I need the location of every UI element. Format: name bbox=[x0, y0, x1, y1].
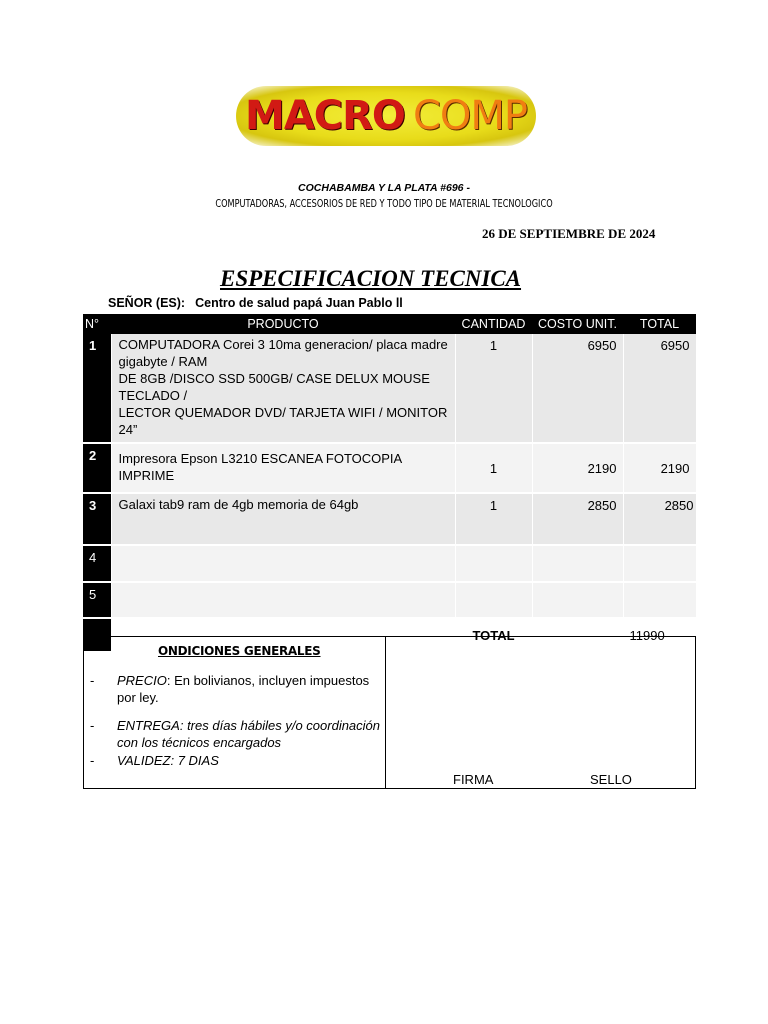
condition-text: VALIDEZ: 7 DIAS bbox=[117, 753, 219, 768]
table-header-row bbox=[83, 314, 696, 334]
bullet-dash: - bbox=[90, 718, 95, 733]
row-total: 2190 bbox=[623, 443, 696, 493]
condition-text: : En bolivianos, incluyen impuestos por ley. bbox=[117, 673, 370, 705]
logo-text-comp: COMP bbox=[412, 93, 527, 139]
document-title: ESPECIFICACION TECNICA bbox=[220, 266, 522, 291]
row-total bbox=[623, 545, 696, 582]
condition-item-precio bbox=[90, 672, 390, 706]
company-logo bbox=[236, 86, 536, 146]
row-product bbox=[111, 443, 455, 493]
row-num: 3 bbox=[83, 493, 111, 545]
product-line: Galaxi tab9 ram de 4gb memoria de 64gb bbox=[118, 497, 359, 512]
product-line: DE 8GB /DISCO SSD 500GB/ CASE DELUX MOUSE TECLADO / bbox=[118, 371, 430, 403]
table-row bbox=[83, 582, 696, 618]
client-line bbox=[108, 296, 403, 310]
condition-item-entrega bbox=[90, 717, 390, 751]
client-label: SEÑOR (ES): bbox=[108, 296, 186, 310]
row-product bbox=[111, 582, 455, 618]
client-name: Centro de salud papá Juan Pablo ll bbox=[195, 296, 403, 310]
table-row bbox=[83, 545, 696, 582]
company-address: COCHABAMBA Y LA PLATA #696 - bbox=[298, 182, 470, 194]
condition-text: ENTREGA: tres días hábiles y/o coordinación con los técnicos encargados bbox=[117, 718, 381, 750]
product-line: LECTOR QUEMADOR DVD/ TARJETA WIFI / MONITOR 24” bbox=[118, 405, 448, 437]
condition-item-validez bbox=[90, 752, 390, 769]
company-tagline: COMPUTADORAS, ACCESORIOS DE RED Y TODO TIPO DE MATERIAL TECNOLOGICO bbox=[215, 198, 553, 210]
row-num: 4 bbox=[83, 545, 111, 582]
row-unit-cost bbox=[532, 582, 623, 618]
product-line: COMPUTADORA Corei 3 10ma generacion/ placa madre gigabyte / RAM bbox=[118, 337, 448, 369]
row-total: 6950 bbox=[623, 334, 696, 443]
row-qty: 1 bbox=[455, 493, 532, 545]
header-product: PRODUCTO bbox=[111, 314, 455, 334]
logo-text-macro: MACRO bbox=[245, 93, 405, 139]
total-label: TOTAL bbox=[455, 618, 532, 652]
row-qty bbox=[455, 545, 532, 582]
row-num: 5 bbox=[83, 582, 111, 618]
conditions-panel bbox=[84, 637, 386, 788]
conditions-heading: ONDICIONES GENERALES bbox=[158, 644, 321, 658]
header-total: TOTAL bbox=[623, 314, 696, 334]
row-unit-cost: 2850 bbox=[532, 493, 623, 545]
header-num: N° bbox=[83, 314, 111, 334]
bullet-dash: - bbox=[90, 753, 95, 768]
row-product bbox=[111, 334, 455, 443]
row-total bbox=[623, 582, 696, 618]
row-unit-cost bbox=[532, 545, 623, 582]
stamp-label: SELLO bbox=[590, 772, 632, 787]
signature-label: FIRMA bbox=[453, 772, 494, 787]
total-value: 11990 bbox=[623, 618, 696, 652]
row-qty: 1 bbox=[455, 443, 532, 493]
table-row bbox=[83, 334, 696, 443]
row-unit-cost: 6950 bbox=[532, 334, 623, 443]
condition-label: PRECIO bbox=[117, 673, 167, 688]
product-line: Impresora Epson L3210 ESCANEA FOTOCOPIA IMPRIME bbox=[118, 451, 402, 483]
conditions-box bbox=[83, 636, 696, 789]
row-num: 2 bbox=[83, 443, 111, 493]
row-product bbox=[111, 545, 455, 582]
row-qty: 1 bbox=[455, 334, 532, 443]
table-row bbox=[83, 443, 696, 493]
row-unit-cost: 2190 bbox=[532, 443, 623, 493]
document-date: 26 DE SEPTIEMBRE DE 2024 bbox=[482, 226, 656, 241]
header-unit-cost: COSTO UNIT. bbox=[532, 314, 623, 334]
row-total: 2850 bbox=[623, 493, 696, 545]
row-qty bbox=[455, 582, 532, 618]
row-num: 1 bbox=[83, 334, 111, 443]
row-product bbox=[111, 493, 455, 545]
header-qty: CANTIDAD bbox=[455, 314, 532, 334]
items-table bbox=[83, 314, 697, 653]
table-row bbox=[83, 493, 696, 545]
bullet-dash: - bbox=[90, 673, 95, 688]
